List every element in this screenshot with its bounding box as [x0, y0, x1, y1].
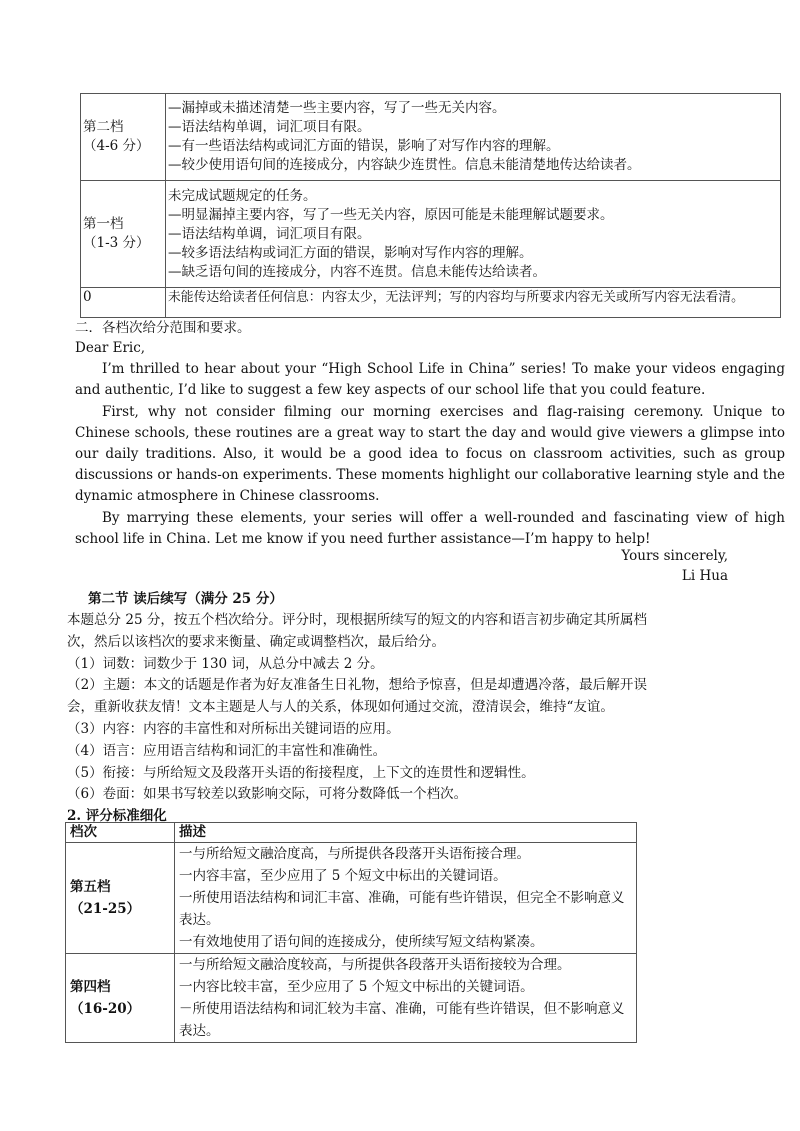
scoring-table-2	[65, 822, 637, 1043]
criterion: —语法结构单调，词汇项目有限。	[168, 119, 371, 135]
level-name: 第五档	[70, 879, 111, 895]
criterion: —语法结构单调，词汇项目有限。	[168, 225, 371, 242]
criterion: 未能传达给读者任何信息：内容太少，无法评判；写的内容均与所要求内容无关或所写内容无法看清。	[166, 288, 781, 318]
table-row	[66, 954, 637, 1043]
criterion: 未完成试题规定的任务。	[168, 187, 317, 204]
letter-paragraph: By marrying these elements, your series will offer a well-rounded and fascinating view of high school life in China. Let me know if you need further assistance—I’m happy to help!	[75, 509, 785, 547]
criterion: 一有效地使用了语句间的连接成分，使所续写短文结构紧凑。	[179, 934, 544, 950]
level-name: 第二档	[83, 119, 124, 135]
scoring-table-1	[80, 93, 781, 318]
rule-item: （2）主题：本文的话题是作者为好友准备生日礼物，想给予惊喜，但是却遭遇冷落，最后解开误会，重新收获友情！文本主题是人与人的关系，体现如何通过交流，澄清误会，维持“友谊。	[67, 677, 647, 716]
level-name: 第一档	[83, 216, 124, 232]
letter-signature: Li Hua	[681, 568, 728, 584]
table-row	[81, 181, 781, 288]
header-level: 档次	[66, 823, 175, 843]
letter	[75, 338, 785, 550]
rule-item: （4）语言：应用语言结构和词汇的丰富性和准确性。	[67, 742, 387, 759]
section-note: 二．各档次给分范围和要求。	[75, 320, 251, 336]
criterion: —明显漏掉主要内容，写了一些无关内容，原因可能是未能理解试题要求。	[168, 206, 614, 223]
table-row	[81, 94, 781, 181]
criterion: —较多语法结构或词汇方面的错误，影响对写作内容的理解。	[168, 244, 533, 261]
letter-closing: Yours sincerely,	[621, 548, 728, 564]
header-description: 描述	[175, 823, 637, 843]
level-score: （16-20）	[70, 1001, 141, 1017]
criterion: 一与所给短文融洽度较高，与所提供各段落开头语衔接较为合理。	[179, 957, 571, 973]
table-header-row	[66, 823, 637, 843]
criterion: 一所使用语法结构和词汇丰富、准确，可能有些许错误，但完全不影响意义表达。	[179, 890, 625, 928]
criterion: —缺乏语句间的连接成分，内容不连贯。信息未能传达给读者。	[168, 263, 546, 280]
letter-greeting: Dear Eric,	[75, 340, 146, 356]
level-score: （21-25）	[70, 901, 141, 917]
letter-paragraph: I’m thrilled to hear about your “High School Life in China” series! To make your videos engaging and authentic, I’d like to suggest a few key aspects of our school life that you could feature.	[75, 361, 785, 399]
criterion: —较少使用语句间的连接成分，内容缺少连贯性。信息未能清楚地传达给读者。	[168, 157, 641, 173]
criterion: 一内容丰富，至少应用了 5 个短文中标出的关键词语。	[179, 868, 507, 884]
rule-item: （6）卷面：如果书写较差以致影响交际，可将分数降低一个档次。	[67, 786, 468, 803]
level-score: （4-6 分）	[83, 138, 150, 154]
letter-paragraph: First, why not consider filming our morning exercises and flag-raising ceremony. Unique to Chinese schools, these routines are a great way to start the day and would give viewers a glimpse into our daily traditions. Also, it would be a good idea to focus on classroom activities, such as group discussions or hands-on experiments. These moments highlight our collaborative learning style and the dynamic atmosphere in Chinese classrooms.	[75, 403, 786, 505]
section-body	[67, 610, 647, 828]
section-heading: 第二节 读后续写（满分 25 分）	[88, 591, 283, 607]
subheading: 2. 评分标准细化	[67, 808, 167, 825]
level-name: 第四档	[70, 979, 111, 995]
criterion: 一与所给短文融洽度高，与所提供各段落开头语衔接合理。	[179, 846, 530, 862]
rule-item: （3）内容：内容的丰富性和对所标出关键词语的应用。	[67, 720, 400, 737]
criterion: —漏掉或未描述清楚一些主要内容，写了一些无关内容。	[168, 100, 506, 116]
criterion: 一内容比较丰富，至少应用了 5 个短文中标出的关键词语。	[179, 979, 534, 995]
table-row	[81, 288, 781, 318]
level-score: （1-3 分）	[83, 235, 150, 251]
section-intro: 本题总分 25 分，按五个档次给分。评分时，现根据所续写的短文的内容和语言初步确定其所属档次，然后以该档次的要求来衡量、确定或调整档次，最后给分。	[67, 612, 647, 650]
level-name: 0	[81, 288, 166, 318]
rule-item: （5）衔接：与所给短文及段落开头语的衔接程度，上下文的连贯性和逻辑性。	[67, 764, 535, 781]
criterion: －所使用语法结构和词汇较为丰富、准确，可能有些许错误，但不影响意义表达。	[179, 1001, 625, 1039]
table-row	[66, 843, 637, 954]
criterion: —有一些语法结构或词汇方面的错误，影响了对写作内容的理解。	[168, 138, 560, 154]
rule-item: （1）词数：词数少于 130 词，从总分中减去 2 分。	[67, 655, 384, 672]
